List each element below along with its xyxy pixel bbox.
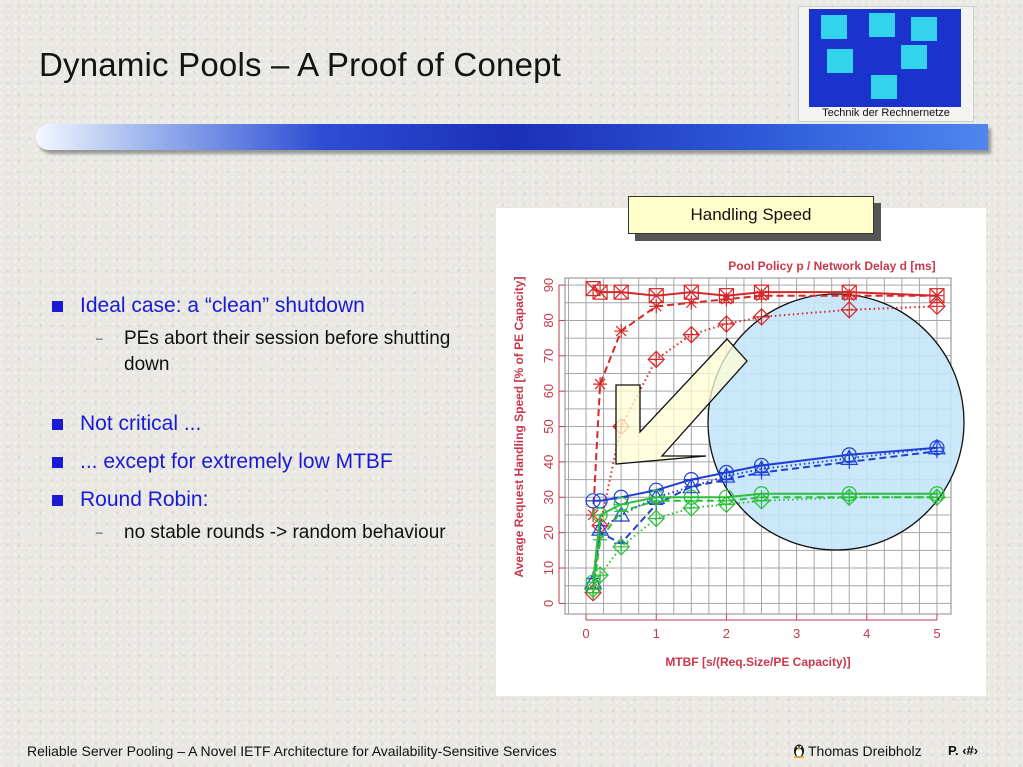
data-point: [649, 352, 663, 366]
y-tick-label: 40: [541, 454, 556, 470]
sub-bullet-item: – PEs abort their session before shutting down: [52, 326, 482, 378]
y-tick-label: 90: [541, 277, 556, 293]
y-tick-label: 0: [541, 599, 556, 608]
data-point: [649, 512, 663, 526]
bullet-list: [52, 294, 482, 546]
y-tick-label: 10: [541, 560, 556, 576]
x-tick-label: 0: [582, 626, 590, 641]
x-tick-label: 2: [722, 626, 731, 641]
x-tick-label: 4: [863, 626, 871, 641]
chart: [496, 208, 986, 696]
data-point: [614, 540, 628, 554]
data-point: [842, 289, 856, 303]
data-point: [586, 582, 600, 596]
footer-text: Reliable Server Pooling – A Novel IETF Architecture for Availability-Sensitive Services: [27, 743, 557, 759]
slide-title: Dynamic Pools – A Proof of Conept: [39, 46, 562, 83]
data-point: [719, 292, 733, 306]
data-point: [684, 296, 698, 310]
sub-bullet-item: – no stable rounds -> random behaviour: [52, 520, 482, 546]
penguin-icon: [792, 742, 806, 761]
bullet-item: Round Robin:: [52, 488, 482, 512]
footer-author: [792, 742, 922, 761]
data-point: [719, 317, 733, 331]
bullet-item: Ideal case: a “clean” shutdown: [52, 294, 482, 318]
data-point: [614, 324, 628, 338]
chart-container: [496, 208, 986, 696]
y-tick-label: 50: [541, 419, 556, 434]
data-point: [593, 377, 607, 391]
author-name: Thomas Dreibholz: [808, 743, 922, 759]
highlight-circle: [708, 294, 964, 550]
x-axis-label: MTBF [s/(Req.Size/PE Capacity)]: [665, 655, 851, 669]
y-tick-label: 70: [541, 348, 556, 364]
header-bar: [36, 124, 988, 150]
x-tick-label: 1: [652, 626, 660, 641]
data-point: [684, 328, 698, 342]
y-tick-label: 60: [541, 383, 556, 399]
y-axis-label: Average Request Handling Speed [% of PE Capacity]: [512, 276, 526, 578]
data-point: [649, 299, 663, 313]
y-tick-label: 30: [541, 490, 556, 505]
bullet-item: ... except for extremely low MTBF: [52, 450, 482, 474]
y-tick-label: 80: [541, 313, 556, 328]
handling-speed-callout: Handling Speed: [628, 196, 874, 234]
x-tick-label: 3: [792, 626, 801, 641]
logo: [798, 6, 974, 122]
logo-text: Technik der Rechnernetze: [822, 107, 950, 119]
data-point: [755, 289, 769, 303]
page-number: P. ‹#›: [948, 743, 979, 758]
logo-graphic: [809, 9, 961, 107]
chart-title: Pool Policy p / Network Delay d [ms]: [728, 259, 936, 273]
y-tick-label: 20: [541, 525, 556, 540]
bullet-item: Not critical ...: [52, 412, 482, 436]
x-tick-label: 5: [933, 626, 941, 641]
